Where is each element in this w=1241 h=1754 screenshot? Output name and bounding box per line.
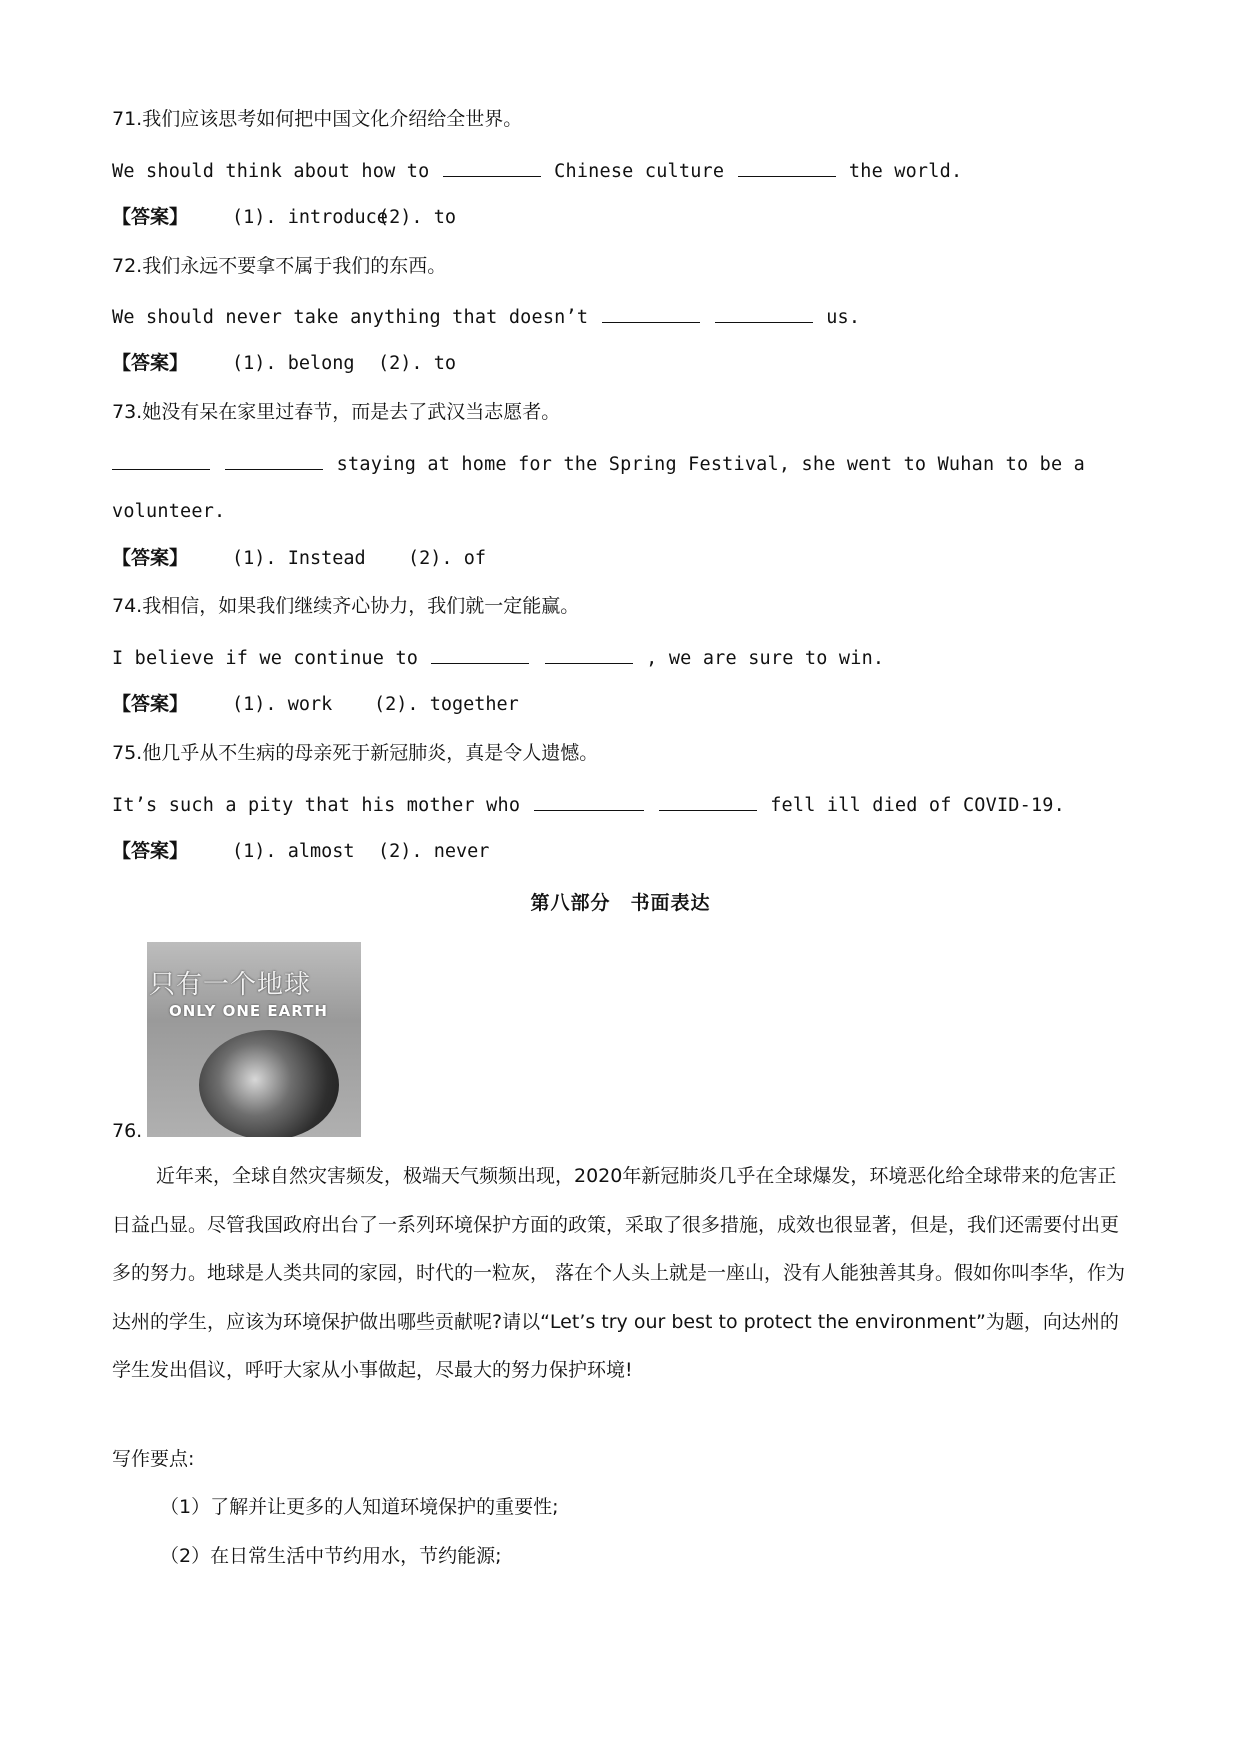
q74-sentence xyxy=(112,645,884,672)
q75-answer-1: (1). almost xyxy=(232,841,355,862)
q74-answer-1: (1). work xyxy=(232,694,333,715)
q73-answer xyxy=(112,545,486,572)
q73-answer-1: (1). Instead xyxy=(232,548,366,569)
q73-answer-2: (2). of xyxy=(408,548,486,569)
q71-blank-2 xyxy=(738,158,836,177)
q71-blank-1 xyxy=(443,158,541,177)
q72-blank-2 xyxy=(715,304,813,323)
q76-number: 76. xyxy=(112,1120,143,1142)
q75-answer xyxy=(112,838,489,865)
q76-point-1: （1）了解并让更多的人知道环境保护的重要性; xyxy=(160,1496,559,1518)
q75-blank-2 xyxy=(659,792,757,811)
poster-title: 只有一个地球 xyxy=(149,970,312,1000)
q75-sentence xyxy=(112,792,1065,819)
q74-prompt: 74.我相信，如果我们继续齐心协力，我们就一定能赢。 xyxy=(112,595,580,617)
q73-blank-2 xyxy=(225,451,323,470)
q71-answer-1: (1). introduce xyxy=(232,207,388,228)
q74-answer xyxy=(112,691,519,718)
q72-answer-2: (2). to xyxy=(378,353,456,374)
q73-text-b: staying at home for the Spring Festival, she went to Wuhan to be a xyxy=(325,454,1085,475)
q75-blank-1 xyxy=(534,792,644,811)
q76-points-title: 写作要点: xyxy=(112,1448,195,1470)
q75-prompt: 75.他几乎从不生病的母亲死于新冠肺炎，真是令人遗憾。 xyxy=(112,742,599,764)
answer-label: 【答案】 xyxy=(112,840,189,862)
answer-label: 【答案】 xyxy=(112,352,189,374)
globe-icon xyxy=(199,1030,339,1137)
q73-prompt: 73.她没有呆在家里过春节，而是去了武汉当志愿者。 xyxy=(112,401,561,423)
answer-label: 【答案】 xyxy=(112,206,189,228)
q72-text-c: us. xyxy=(814,307,861,328)
q72-prompt: 72.我们永远不要拿不属于我们的东西。 xyxy=(112,255,447,277)
q71-sentence xyxy=(112,158,962,185)
q71-prompt: 71.我们应该思考如何把中国文化介绍给全世界。 xyxy=(112,108,523,130)
q75-answer-2: (2). never xyxy=(378,841,490,862)
poster-subtitle: ONLY ONE EARTH xyxy=(169,1002,328,1020)
answer-label: 【答案】 xyxy=(112,693,189,715)
q74-answer-2: (2). together xyxy=(374,694,519,715)
q72-answer xyxy=(112,350,456,377)
q75-text-a: It’s such a pity that his mother who xyxy=(112,795,532,816)
q71-answer-2: (2). to xyxy=(378,207,456,228)
q74-blank-2 xyxy=(545,645,633,664)
q71-text-c: the world. xyxy=(837,161,963,182)
q71-text-b: Chinese culture xyxy=(542,161,736,182)
q74-text-a: I believe if we continue to xyxy=(112,648,430,669)
q73-sentence xyxy=(112,451,1085,478)
q72-blank-1 xyxy=(602,304,700,323)
answer-label: 【答案】 xyxy=(112,547,189,569)
q76-paragraph: 近年来，全球自然灾害频发，极端天气频频出现，2020年新冠肺炎几乎在全球爆发，环境恶化给全球带来的危害正日益凸显。尽管我国政府出台了一系列环境保护方面的政策，采取了很多措施，成效也很显著，但是，我们还需要付出更多的努力。地球是人类共同的家园，时代的一粒灰， 落在个人头上就是一座山，没有人能独善其身。假如你叫李华，作为达州的学生，应该为环境保护做出哪些贡献呢?请以“Let’s try our best to protect the environment”为题，向达州的学生发出倡议，呼吁大家从小事做起，尽最大的努力保护环境! xyxy=(112,1165,1126,1381)
q74-text-c: , we are sure to win. xyxy=(634,648,885,669)
q72-answer-1: (1). belong xyxy=(232,353,355,374)
earth-poster-image xyxy=(147,942,361,1137)
q75-text-c: fell ill died of COVID-19. xyxy=(758,795,1065,816)
q72-text-a: We should never take anything that doesn’t xyxy=(112,307,600,328)
section-title: 第八部分 书面表达 xyxy=(530,892,711,914)
q71-text-a: We should think about how to xyxy=(112,161,441,182)
q73-sentence-cont: volunteer. xyxy=(112,501,226,522)
q73-blank-1 xyxy=(112,451,210,470)
q72-sentence xyxy=(112,304,860,331)
q76-point-2: （2）在日常生活中节约用水，节约能源; xyxy=(160,1545,502,1567)
q71-answer xyxy=(112,204,456,231)
q74-blank-1 xyxy=(431,645,529,664)
